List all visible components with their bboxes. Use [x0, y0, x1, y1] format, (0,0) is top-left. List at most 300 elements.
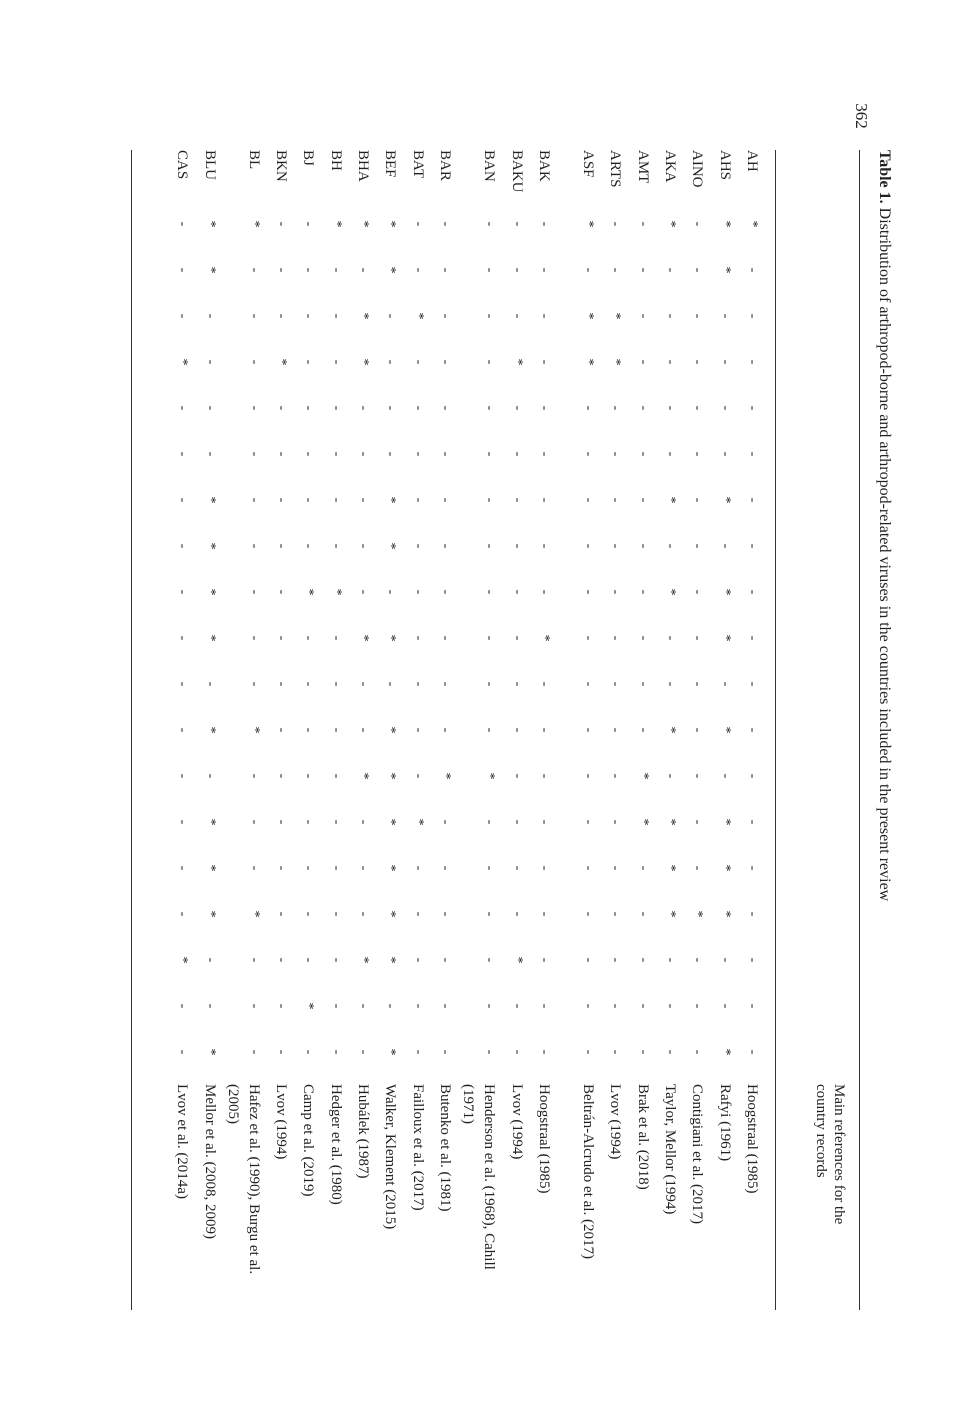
- table-cell: *: [717, 726, 733, 734]
- table-cell: -: [608, 865, 624, 871]
- table-cell: -: [175, 405, 191, 411]
- table-cell: *: [581, 220, 597, 228]
- table-cell: -: [482, 589, 498, 595]
- table-cell: *: [717, 634, 733, 642]
- table-cell: -: [438, 819, 453, 825]
- table-cell: *: [383, 910, 399, 918]
- table-cell: -: [328, 313, 344, 319]
- table-cell: -: [482, 221, 498, 227]
- table-cell: -: [175, 221, 191, 227]
- table-cell: -: [635, 865, 651, 871]
- row-reference: Contigiani et al. (2017): [689, 1084, 706, 1224]
- table-cell: -: [690, 221, 706, 227]
- table-cell: -: [663, 773, 679, 779]
- table-cell: -: [635, 267, 651, 273]
- row-reference: Hoogstraal (1985): [535, 1084, 552, 1194]
- table-cell: -: [410, 405, 426, 411]
- table-cell: -: [536, 911, 552, 917]
- table-cell: -: [410, 957, 426, 963]
- table-cell: *: [328, 588, 344, 596]
- table-cell: -: [745, 267, 760, 273]
- table-cell: -: [410, 1049, 426, 1055]
- table-cell: -: [717, 543, 733, 549]
- table-cell: -: [717, 773, 733, 779]
- table-cell: -: [663, 543, 679, 549]
- table-cell: -: [663, 635, 679, 641]
- table-cell: -: [356, 497, 372, 503]
- table-cell: -: [202, 773, 218, 779]
- table-cell: *: [717, 496, 733, 504]
- table-cell: -: [482, 1003, 498, 1009]
- table-cell: -: [328, 359, 344, 365]
- table-cell: *: [274, 358, 290, 366]
- table-cell: -: [509, 819, 525, 825]
- table-cell: -: [202, 451, 218, 457]
- table-cell: -: [635, 497, 651, 503]
- table-cell: -: [608, 221, 624, 227]
- table-cell: *: [356, 312, 372, 320]
- table-cell: -: [356, 589, 372, 595]
- table-cell: -: [690, 267, 706, 273]
- table-cell: -: [175, 451, 191, 457]
- table-cell: -: [274, 221, 290, 227]
- table-cell: -: [745, 865, 760, 871]
- table-cell: -: [356, 451, 372, 457]
- table-cell: -: [202, 957, 218, 963]
- table-cell: -: [274, 773, 290, 779]
- table-cell: -: [509, 727, 525, 733]
- table-cell: -: [328, 635, 344, 641]
- table-cell: -: [383, 681, 399, 687]
- table-cell: -: [356, 405, 372, 411]
- table-cell: *: [438, 772, 453, 780]
- table-cell: -: [301, 405, 317, 411]
- table-cell: -: [438, 267, 453, 273]
- row-reference: Taylor, Mellor (1994): [662, 1084, 679, 1215]
- table-cell: *: [301, 1002, 317, 1010]
- table-cell: -: [410, 1003, 426, 1009]
- row-code: AINO: [689, 150, 706, 188]
- table-cell: -: [328, 911, 344, 917]
- table-cell: -: [745, 635, 760, 641]
- table-cell: -: [536, 267, 552, 273]
- table-cell: *: [356, 358, 372, 366]
- table-cell: *: [717, 818, 733, 826]
- table-cell: -: [356, 267, 372, 273]
- table-cell: -: [246, 819, 262, 825]
- table-cell: -: [581, 1003, 597, 1009]
- table-cell: -: [608, 451, 624, 457]
- table-cell: -: [536, 589, 552, 595]
- table-cell: *: [356, 634, 372, 642]
- table-cell: -: [635, 359, 651, 365]
- table-cell: *: [175, 358, 191, 366]
- row-code: AKA: [662, 150, 679, 183]
- table-cell: -: [438, 313, 453, 319]
- table-cell: -: [246, 865, 262, 871]
- table-cell: -: [581, 681, 597, 687]
- table-cell: -: [328, 451, 344, 457]
- table-cell: -: [690, 313, 706, 319]
- table-cell: -: [509, 497, 525, 503]
- table-cell: -: [410, 451, 426, 457]
- row-reference: Lvov (1994): [273, 1084, 290, 1160]
- table-cell: *: [608, 312, 624, 320]
- table-cell: -: [482, 681, 498, 687]
- table-cell: -: [246, 1049, 262, 1055]
- table-cell: -: [175, 1049, 191, 1055]
- bottom-rule: [131, 150, 132, 1310]
- table-cell: -: [581, 589, 597, 595]
- row-reference: Hedger et al. (1980): [327, 1084, 344, 1205]
- table-cell: -: [274, 727, 290, 733]
- table-cell: -: [745, 589, 760, 595]
- table-cell: -: [328, 681, 344, 687]
- table-cell: -: [608, 589, 624, 595]
- table-cell: -: [274, 451, 290, 457]
- table-cell: -: [328, 819, 344, 825]
- table-cell: *: [383, 266, 399, 274]
- table-cell: -: [246, 359, 262, 365]
- table-cell: -: [482, 359, 498, 365]
- table-cell: -: [301, 727, 317, 733]
- table-cell: *: [663, 220, 679, 228]
- table-cell: -: [274, 1049, 290, 1055]
- table-cell: -: [482, 957, 498, 963]
- table-cell: -: [717, 1003, 733, 1009]
- table-cell: *: [690, 910, 706, 918]
- table-cell: -: [690, 819, 706, 825]
- table-cell: -: [690, 957, 706, 963]
- table-cell: -: [438, 543, 453, 549]
- table-cell: -: [383, 589, 399, 595]
- table-cell: -: [663, 313, 679, 319]
- table-cell: -: [536, 543, 552, 549]
- table-cell: -: [175, 589, 191, 595]
- table-cell: -: [202, 1003, 218, 1009]
- table-cell: -: [482, 635, 498, 641]
- table-cell: -: [438, 957, 453, 963]
- table-cell: -: [635, 681, 651, 687]
- table-cell: *: [202, 726, 218, 734]
- row-code: BKN: [273, 150, 290, 182]
- table-cell: *: [202, 220, 218, 228]
- table-cell: -: [717, 359, 733, 365]
- table-cell: -: [328, 957, 344, 963]
- table-cell: -: [635, 405, 651, 411]
- row-code: BLU: [201, 150, 218, 180]
- table-cell: -: [536, 221, 552, 227]
- table-cell: -: [438, 1049, 453, 1055]
- table-cell: -: [536, 1003, 552, 1009]
- table-cell: -: [608, 957, 624, 963]
- table-cell: -: [438, 221, 453, 227]
- table-cell: -: [410, 543, 426, 549]
- table-cell: -: [717, 957, 733, 963]
- table-cell: -: [608, 405, 624, 411]
- table-cell: *: [635, 818, 651, 826]
- table-cell: -: [635, 1049, 651, 1055]
- table-cell: *: [663, 588, 679, 596]
- table-cell: -: [745, 313, 760, 319]
- table-cell: *: [581, 358, 597, 366]
- row-reference: Henderson et al. (1968), Cahill (1971): [460, 1084, 498, 1270]
- table-cell: *: [383, 864, 399, 872]
- row-code: BHA: [355, 150, 372, 182]
- table-cell: -: [301, 1049, 317, 1055]
- table-cell: *: [745, 220, 760, 228]
- table-cell: *: [509, 358, 525, 366]
- table-cell: -: [608, 819, 624, 825]
- table-cell: -: [301, 681, 317, 687]
- table-cell: -: [745, 543, 760, 549]
- table-cell: -: [410, 221, 426, 227]
- table-cell: -: [482, 865, 498, 871]
- table-cell: -: [328, 543, 344, 549]
- table-cell: -: [536, 497, 552, 503]
- table-cell: -: [383, 1003, 399, 1009]
- table-cell: -: [438, 497, 453, 503]
- table-cell: -: [717, 451, 733, 457]
- table-cell: -: [328, 727, 344, 733]
- table-cell: -: [509, 865, 525, 871]
- table-cell: -: [175, 1003, 191, 1009]
- table-cell: -: [202, 313, 218, 319]
- table-cell: -: [410, 589, 426, 595]
- table-cell: -: [663, 359, 679, 365]
- table-cell: -: [635, 543, 651, 549]
- table-cell: -: [274, 497, 290, 503]
- table-caption: [874, 150, 894, 1310]
- table-cell: -: [608, 681, 624, 687]
- table-cell: *: [717, 910, 733, 918]
- table-cell: -: [536, 1049, 552, 1055]
- table-cell: -: [175, 497, 191, 503]
- table-cell: -: [301, 911, 317, 917]
- table-cell: -: [301, 865, 317, 871]
- table-cell: -: [581, 497, 597, 503]
- table-cell: -: [690, 543, 706, 549]
- table-cell: *: [383, 726, 399, 734]
- table-cell: -: [274, 267, 290, 273]
- table-cell: -: [246, 267, 262, 273]
- table-cell: *: [410, 312, 426, 320]
- table-cell: -: [328, 1049, 344, 1055]
- table-cell: -: [509, 911, 525, 917]
- table-cell: -: [328, 405, 344, 411]
- table-cell: *: [202, 1048, 218, 1056]
- table-cell: -: [274, 589, 290, 595]
- table-cell: *: [509, 956, 525, 964]
- row-reference: Hubálek (1987): [355, 1084, 372, 1179]
- table-cell: -: [635, 635, 651, 641]
- table-cell: -: [301, 313, 317, 319]
- table-cell: -: [410, 681, 426, 687]
- table-cell: -: [274, 313, 290, 319]
- table-cell: -: [246, 1003, 262, 1009]
- table-cell: *: [717, 864, 733, 872]
- table-cell: -: [690, 405, 706, 411]
- table-cell: -: [328, 497, 344, 503]
- ref-column-header: Main references for the country records: [813, 1084, 847, 1225]
- table-cell: -: [745, 405, 760, 411]
- row-code: BAN: [481, 150, 498, 182]
- table-cell: -: [301, 635, 317, 641]
- table-cell: -: [690, 359, 706, 365]
- table-cell: -: [482, 543, 498, 549]
- table-cell: -: [438, 635, 453, 641]
- table-cell: -: [745, 727, 760, 733]
- table-cell: -: [608, 497, 624, 503]
- table-cell: -: [301, 819, 317, 825]
- table-cell: -: [438, 911, 453, 917]
- row-code: BAKU: [508, 150, 525, 193]
- table-cell: -: [482, 1049, 498, 1055]
- table-cell: -: [690, 1003, 706, 1009]
- table-cell: -: [410, 635, 426, 641]
- row-code: BAK: [535, 150, 552, 182]
- table-cell: -: [438, 405, 453, 411]
- table-cell: -: [608, 773, 624, 779]
- table-cell: *: [202, 496, 218, 504]
- table-cell: -: [663, 681, 679, 687]
- table-cell: -: [690, 865, 706, 871]
- table-cell: -: [246, 543, 262, 549]
- row-reference: Rafyi (1961): [716, 1084, 733, 1162]
- table-cell: *: [663, 818, 679, 826]
- table-cell: *: [202, 864, 218, 872]
- table-cell: -: [745, 681, 760, 687]
- table-cell: -: [328, 267, 344, 273]
- row-code: CAS: [174, 150, 191, 180]
- table-cell: *: [608, 358, 624, 366]
- row-reference: Mellor et al. (2008, 2009): [201, 1084, 218, 1239]
- table-cell: -: [274, 957, 290, 963]
- table-cell: *: [246, 910, 262, 918]
- table-cell: -: [745, 1049, 760, 1055]
- table-cell: -: [274, 635, 290, 641]
- table-cell: -: [383, 451, 399, 457]
- table-cell: -: [246, 451, 262, 457]
- row-reference: Butenko et al. (1981): [437, 1084, 453, 1212]
- table-cell: -: [301, 773, 317, 779]
- row-code: BJ: [300, 150, 317, 166]
- table-cell: *: [717, 266, 733, 274]
- table-cell: *: [635, 772, 651, 780]
- table-cell: -: [690, 773, 706, 779]
- row-code: AMT: [634, 150, 651, 184]
- table-cell: *: [356, 956, 372, 964]
- table-cell: -: [328, 1003, 344, 1009]
- table-cell: -: [202, 359, 218, 365]
- table-cell: -: [246, 957, 262, 963]
- table-cell: -: [608, 543, 624, 549]
- table-cell: -: [328, 773, 344, 779]
- table-cell: -: [410, 865, 426, 871]
- table-cell: -: [581, 727, 597, 733]
- table-cell: -: [536, 451, 552, 457]
- table-cell: -: [581, 865, 597, 871]
- table-cell: -: [482, 727, 498, 733]
- table-cell: -: [509, 681, 525, 687]
- table-cell: -: [202, 681, 218, 687]
- table-cell: *: [663, 496, 679, 504]
- table-cell: *: [202, 542, 218, 550]
- table-cell: *: [581, 312, 597, 320]
- table-cell: -: [536, 359, 552, 365]
- table-cell: -: [175, 819, 191, 825]
- table-cell: -: [717, 313, 733, 319]
- table-cell: -: [745, 497, 760, 503]
- table-cell: -: [482, 819, 498, 825]
- table-cell: -: [202, 405, 218, 411]
- table-cell: *: [301, 588, 317, 596]
- table-cell: -: [482, 313, 498, 319]
- table-cell: -: [581, 451, 597, 457]
- table-cell: -: [246, 405, 262, 411]
- table-cell: *: [717, 1048, 733, 1056]
- table-cell: -: [301, 451, 317, 457]
- table-cell: *: [356, 220, 372, 228]
- table-cell: -: [663, 405, 679, 411]
- table-cell: *: [202, 588, 218, 596]
- table-cell: -: [745, 911, 760, 917]
- table-cell: *: [383, 634, 399, 642]
- table-cell: *: [202, 266, 218, 274]
- table-cell: -: [274, 543, 290, 549]
- table-cell: -: [608, 267, 624, 273]
- table-cell: -: [745, 359, 760, 365]
- table-cell: -: [663, 267, 679, 273]
- row-reference: Hoogstraal (1985): [744, 1084, 760, 1194]
- row-reference: Camp et al. (2019): [300, 1084, 317, 1197]
- table-cell: -: [246, 589, 262, 595]
- table-cell: *: [663, 910, 679, 918]
- table-cell: -: [663, 1003, 679, 1009]
- table-cell: *: [383, 496, 399, 504]
- table-cell: -: [175, 773, 191, 779]
- caption-text: Distribution of arthropod-borne and arthropod-related viruses in the countries included in the present review: [876, 203, 893, 902]
- table-cell: -: [301, 957, 317, 963]
- table-cell: -: [536, 727, 552, 733]
- table-cell: -: [356, 865, 372, 871]
- table-cell: -: [690, 497, 706, 503]
- table-cell: -: [663, 957, 679, 963]
- table-cell: -: [175, 313, 191, 319]
- table-cell: -: [635, 589, 651, 595]
- table-cell: *: [383, 220, 399, 228]
- table-cell: -: [482, 497, 498, 503]
- table-cell: *: [717, 588, 733, 596]
- table-cell: -: [608, 1049, 624, 1055]
- row-code: BEF: [382, 150, 399, 178]
- table-cell: -: [663, 1049, 679, 1055]
- table-cell: -: [301, 497, 317, 503]
- table-cell: -: [175, 911, 191, 917]
- top-rule: [859, 150, 860, 1310]
- table-cell: -: [246, 635, 262, 641]
- table-cell: -: [745, 773, 760, 779]
- table-cell: -: [581, 773, 597, 779]
- table-cell: *: [202, 634, 218, 642]
- table-cell: -: [663, 451, 679, 457]
- table-cell: -: [356, 819, 372, 825]
- row-reference: Lvov et al. (2014a): [174, 1084, 191, 1199]
- table-cell: -: [175, 543, 191, 549]
- row-code: BAR: [437, 150, 453, 181]
- table-cell: -: [301, 359, 317, 365]
- row-reference: Hafez et al. (1990), Burgu et al. (2005): [224, 1084, 262, 1275]
